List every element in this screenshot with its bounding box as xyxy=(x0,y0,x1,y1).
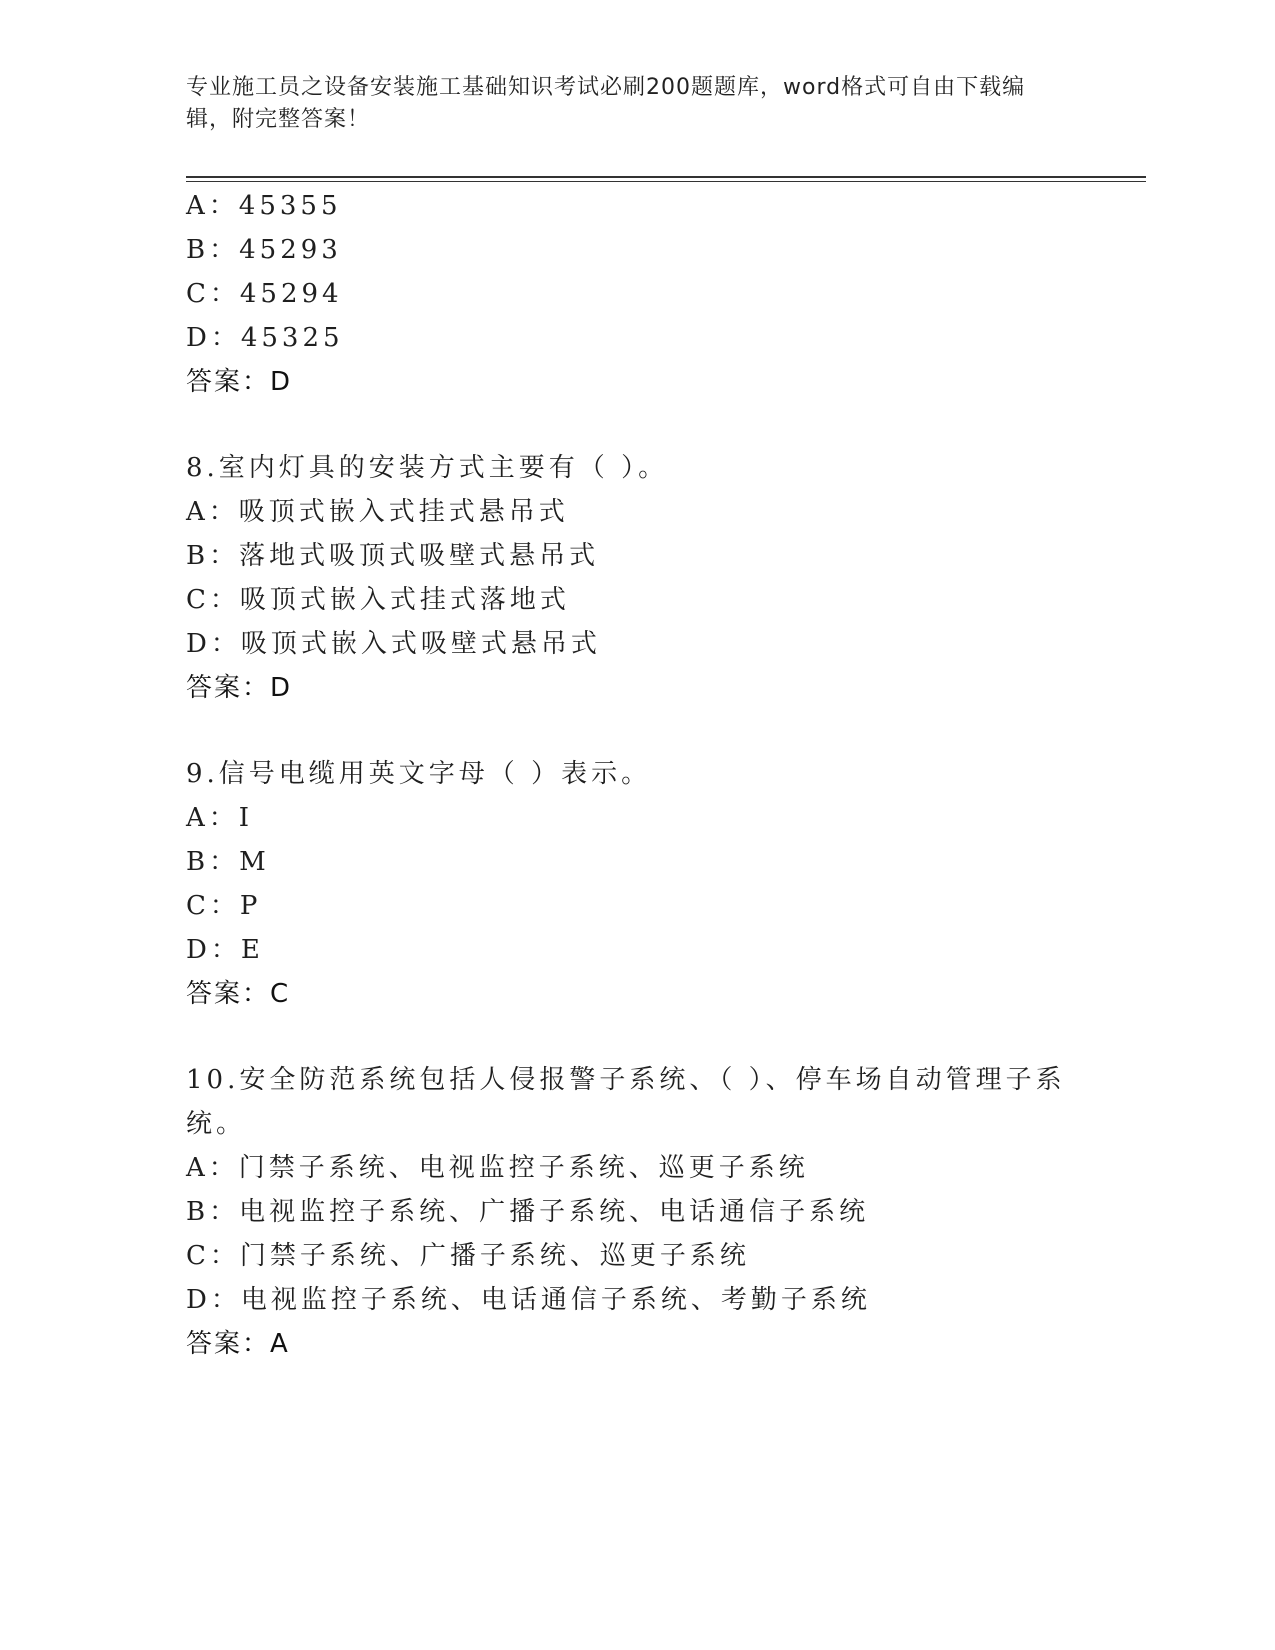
q8-option-b: B：落地式吸顶式吸壁式悬吊式 xyxy=(186,541,600,571)
q8-question: 8.室内灯具的安装方式主要有（ ）。 xyxy=(186,453,669,483)
q8-answer: 答案：D xyxy=(186,673,293,703)
q8-option-d: D：吸顶式嵌入式吸壁式悬吊式 xyxy=(186,629,601,659)
q8-option-c: C：吸顶式嵌入式挂式落地式 xyxy=(186,585,570,615)
q10-option-d: D：电视监控子系统、电话通信子系统、考勤子系统 xyxy=(186,1285,871,1315)
q7-answer: 答案：D xyxy=(186,367,293,397)
q9-option-d: D：E xyxy=(186,935,264,965)
q7-option-d: D：45325 xyxy=(186,323,344,353)
q10-option-a: A：门禁子系统、电视监控子系统、巡更子系统 xyxy=(186,1153,809,1183)
q9-option-a: A：I xyxy=(186,803,254,833)
q9-option-b: B：M xyxy=(186,847,270,877)
q10-option-b: B：电视监控子系统、广播子系统、电话通信子系统 xyxy=(186,1197,870,1227)
q8-option-a: A：吸顶式嵌入式挂式悬吊式 xyxy=(186,497,569,527)
q9-option-c: C：P xyxy=(186,891,262,921)
header-divider xyxy=(186,176,1146,178)
q9-answer: 答案：C xyxy=(186,979,291,1009)
q9-question: 9.信号电缆用英文字母（ ）表示。 xyxy=(186,759,652,789)
q7-option-b: B：45293 xyxy=(186,235,342,265)
q10-option-c: C：门禁子系统、广播子系统、巡更子系统 xyxy=(186,1241,750,1271)
q10-question: 10.安全防范系统包括人侵报警子系统、（ ）、停车场自动管理子系统。 xyxy=(186,1065,1066,1139)
q7-option-a: A：45355 xyxy=(186,191,342,221)
header-divider-thin xyxy=(186,181,1146,182)
q10-answer: 答案：A xyxy=(186,1329,290,1359)
q7-option-c: C：45294 xyxy=(186,279,343,309)
document-header: 专业施工员之设备安装施工基础知识考试必刷200题题库，word格式可自由下载编辑，附完整答案！ xyxy=(186,75,1026,132)
